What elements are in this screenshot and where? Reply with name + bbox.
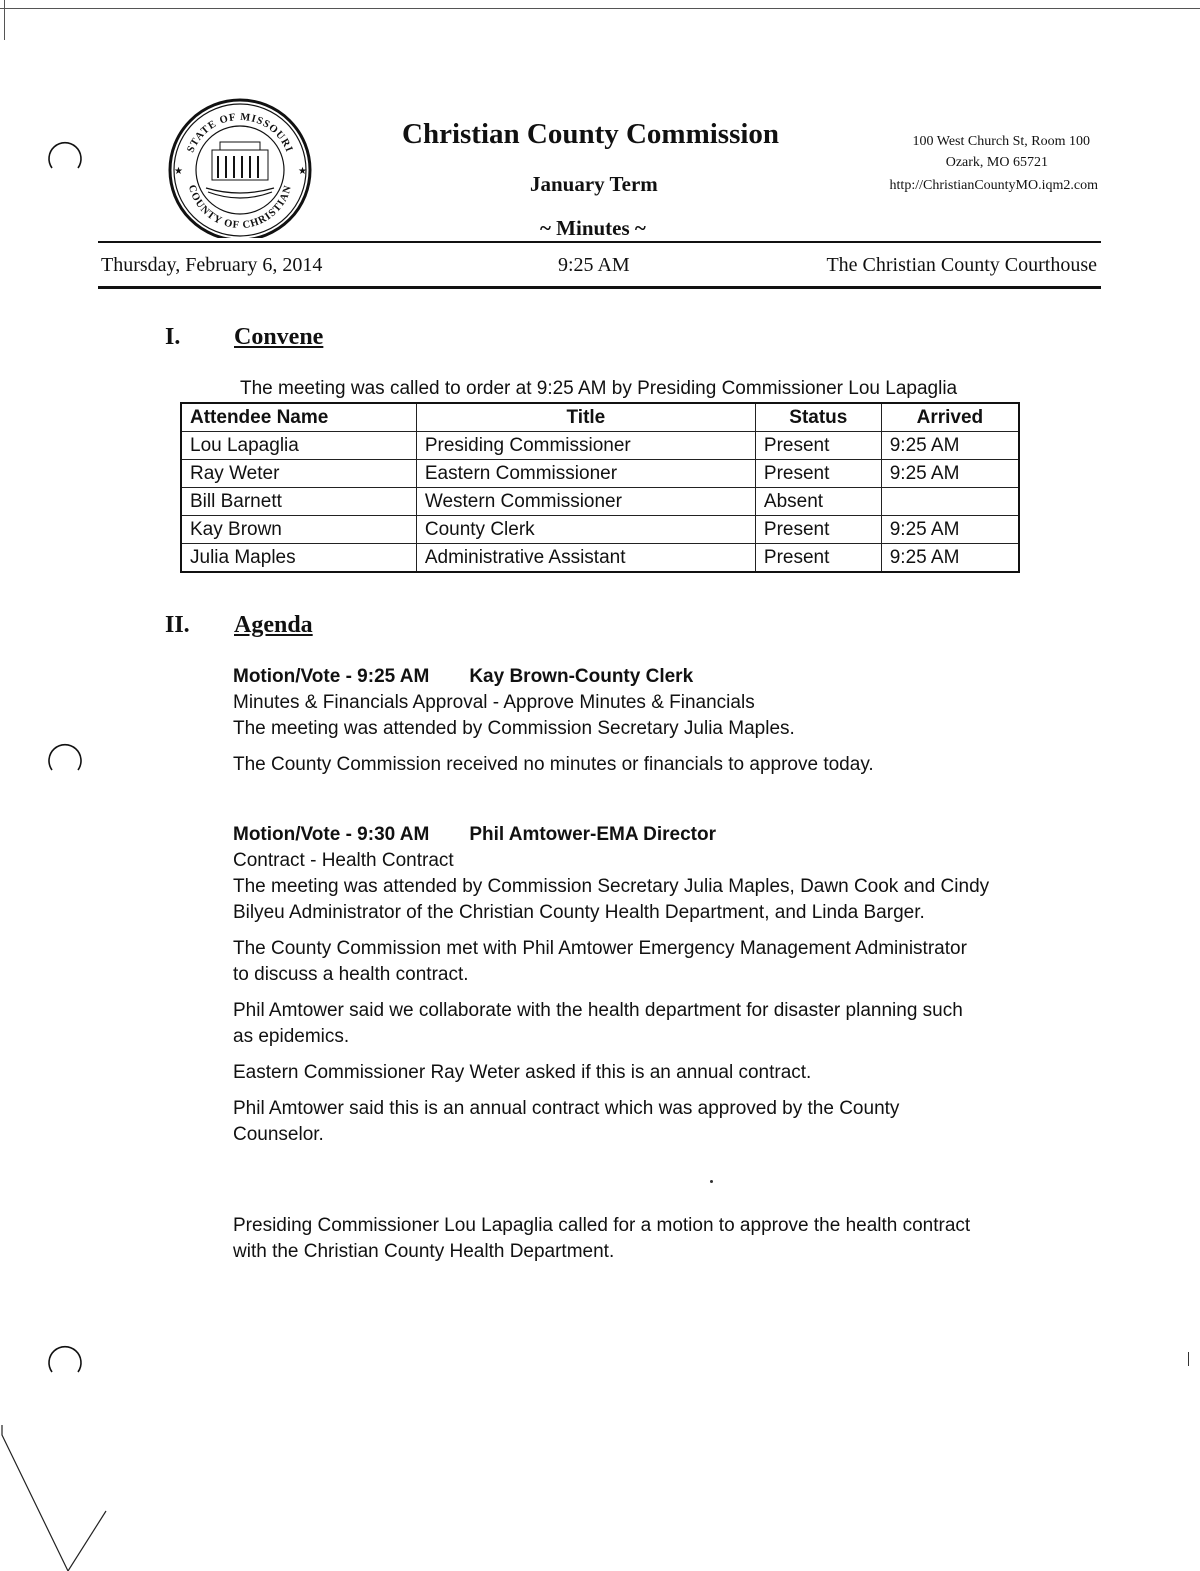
punch-hole-top-icon	[46, 134, 84, 172]
attendee-arrived: 9:25 AM	[881, 516, 1019, 544]
minutes-label: ~ Minutes ~	[540, 216, 646, 240]
header-title: Title	[416, 403, 755, 432]
county-seal-icon	[160, 98, 320, 238]
attendee-name: Bill Barnett	[181, 488, 416, 516]
svg-text:STATE OF MISSOURI: STATE OF MISSOURI	[185, 111, 295, 155]
motion-presenter: Kay Brown-County Clerk	[469, 666, 694, 687]
svg-text:★: ★	[174, 166, 183, 177]
agenda-subject: Contract - Health Contract	[233, 850, 454, 871]
punch-hole-middle-icon	[46, 736, 84, 774]
header-status: Status	[755, 403, 881, 432]
header-rule-top	[98, 241, 1101, 243]
paragraph-line: Phil Amtower said we collaborate with the health department for disaster planning such	[233, 1000, 963, 1021]
meeting-location: The Christian County Courthouse	[826, 254, 1097, 276]
attendee-status: Present	[755, 460, 881, 488]
attendance-header-row	[181, 403, 1019, 432]
attendee-status: Present	[755, 432, 881, 460]
table-row	[181, 544, 1019, 573]
paragraph-line: with the Christian County Health Department.	[233, 1241, 615, 1262]
table-row	[181, 460, 1019, 488]
motion-call-paragraph	[233, 1213, 1053, 1265]
header-rule-bottom	[98, 286, 1101, 289]
scan-dot	[710, 1180, 713, 1183]
attendee-status: Present	[755, 516, 881, 544]
attendee-name: Ray Weter	[181, 460, 416, 488]
attendee-arrived	[881, 488, 1019, 516]
attendee-title: County Clerk	[416, 516, 755, 544]
scan-edge-left	[4, 0, 5, 40]
motion-line	[233, 664, 1053, 690]
website-link[interactable]: http://ChristianCountyMO.iqm2.com	[889, 178, 1098, 193]
attendee-title: Administrative Assistant	[416, 544, 755, 573]
discussion-paragraph	[233, 1060, 1053, 1086]
paragraph-line: Presiding Commissioner Lou Lapaglia called for a motion to approve the health contract	[233, 1215, 971, 1236]
agenda-item-2	[233, 822, 1053, 1148]
table-row	[181, 432, 1019, 460]
attendee-title: Eastern Commissioner	[416, 460, 755, 488]
attendee-name: Lou Lapaglia	[181, 432, 416, 460]
paragraph-line: Phil Amtower said this is an annual contract which was approved by the County	[233, 1098, 900, 1119]
table-row	[181, 488, 1019, 516]
term-label: January Term	[530, 172, 658, 196]
attendee-name: Kay Brown	[181, 516, 416, 544]
discussion-paragraph	[233, 1096, 1053, 1148]
paragraph-line: The County Commission met with Phil Amtower Emergency Management Administrator	[233, 938, 967, 959]
section-2-number: II.	[165, 612, 190, 638]
call-to-order-text: The meeting was called to order at 9:25 AM by Presiding Commissioner Lou Lapaglia	[240, 378, 958, 399]
attendee-name: Julia Maples	[181, 544, 416, 573]
motion-presenter: Phil Amtower-EMA Director	[469, 824, 717, 845]
address-line-2: Ozark, MO 65721	[945, 155, 1048, 170]
address-line-1: 100 West Church St, Room 100	[912, 134, 1090, 149]
paragraph-line: Counselor.	[233, 1124, 324, 1145]
folded-corner-icon	[0, 1425, 110, 1571]
punch-hole-bottom-icon	[46, 1338, 84, 1376]
header-arrived: Arrived	[881, 403, 1019, 432]
motion-time: Motion/Vote - 9:30 AM	[233, 824, 430, 845]
meeting-time: 9:25 AM	[558, 254, 630, 276]
agenda-note: The County Commission received no minutes or financials to approve today.	[233, 754, 874, 775]
attendance-note: The meeting was attended by Commission Secretary Julia Maples.	[233, 718, 795, 739]
attendance-table	[180, 402, 1020, 573]
section-1-number: I.	[165, 324, 181, 350]
organization-title: Christian County Commission	[402, 118, 780, 150]
motion-line	[233, 822, 1053, 848]
table-row	[181, 516, 1019, 544]
svg-text:COUNTY OF CHRISTIAN: COUNTY OF CHRISTIAN	[185, 183, 295, 232]
paragraph-line: to discuss a health contract.	[233, 964, 469, 985]
attendee-arrived: 9:25 AM	[881, 460, 1019, 488]
paragraph-line: Eastern Commissioner Ray Weter asked if this is an annual contract.	[233, 1062, 812, 1083]
paragraph-line: as epidemics.	[233, 1026, 350, 1047]
svg-text:★: ★	[298, 166, 307, 177]
agenda-subject: Minutes & Financials Approval - Approve Minutes & Financials	[233, 692, 755, 713]
attendee-status: Absent	[755, 488, 881, 516]
attendee-arrived: 9:25 AM	[881, 544, 1019, 573]
agenda-item-1	[233, 664, 1053, 778]
attendee-status: Present	[755, 544, 881, 573]
scan-mark	[1188, 1352, 1189, 1366]
discussion-paragraph	[233, 998, 1053, 1050]
attendee-arrived: 9:25 AM	[881, 432, 1019, 460]
attendance-note-line-1: The meeting was attended by Commission Secretary Julia Maples, Dawn Cook and Cindy	[233, 876, 990, 897]
discussion-paragraph	[233, 936, 1053, 988]
motion-time: Motion/Vote - 9:25 AM	[233, 666, 430, 687]
attendance-note-line-2: Bilyeu Administrator of the Christian County Health Department, and Linda Barger.	[233, 902, 925, 923]
scan-edge-top	[0, 8, 1200, 9]
attendee-title: Presiding Commissioner	[416, 432, 755, 460]
section-1-title: Convene	[234, 324, 324, 350]
header-attendee-name: Attendee Name	[181, 403, 416, 432]
meeting-date: Thursday, February 6, 2014	[101, 254, 323, 276]
section-2-title: Agenda	[234, 612, 313, 638]
attendee-title: Western Commissioner	[416, 488, 755, 516]
